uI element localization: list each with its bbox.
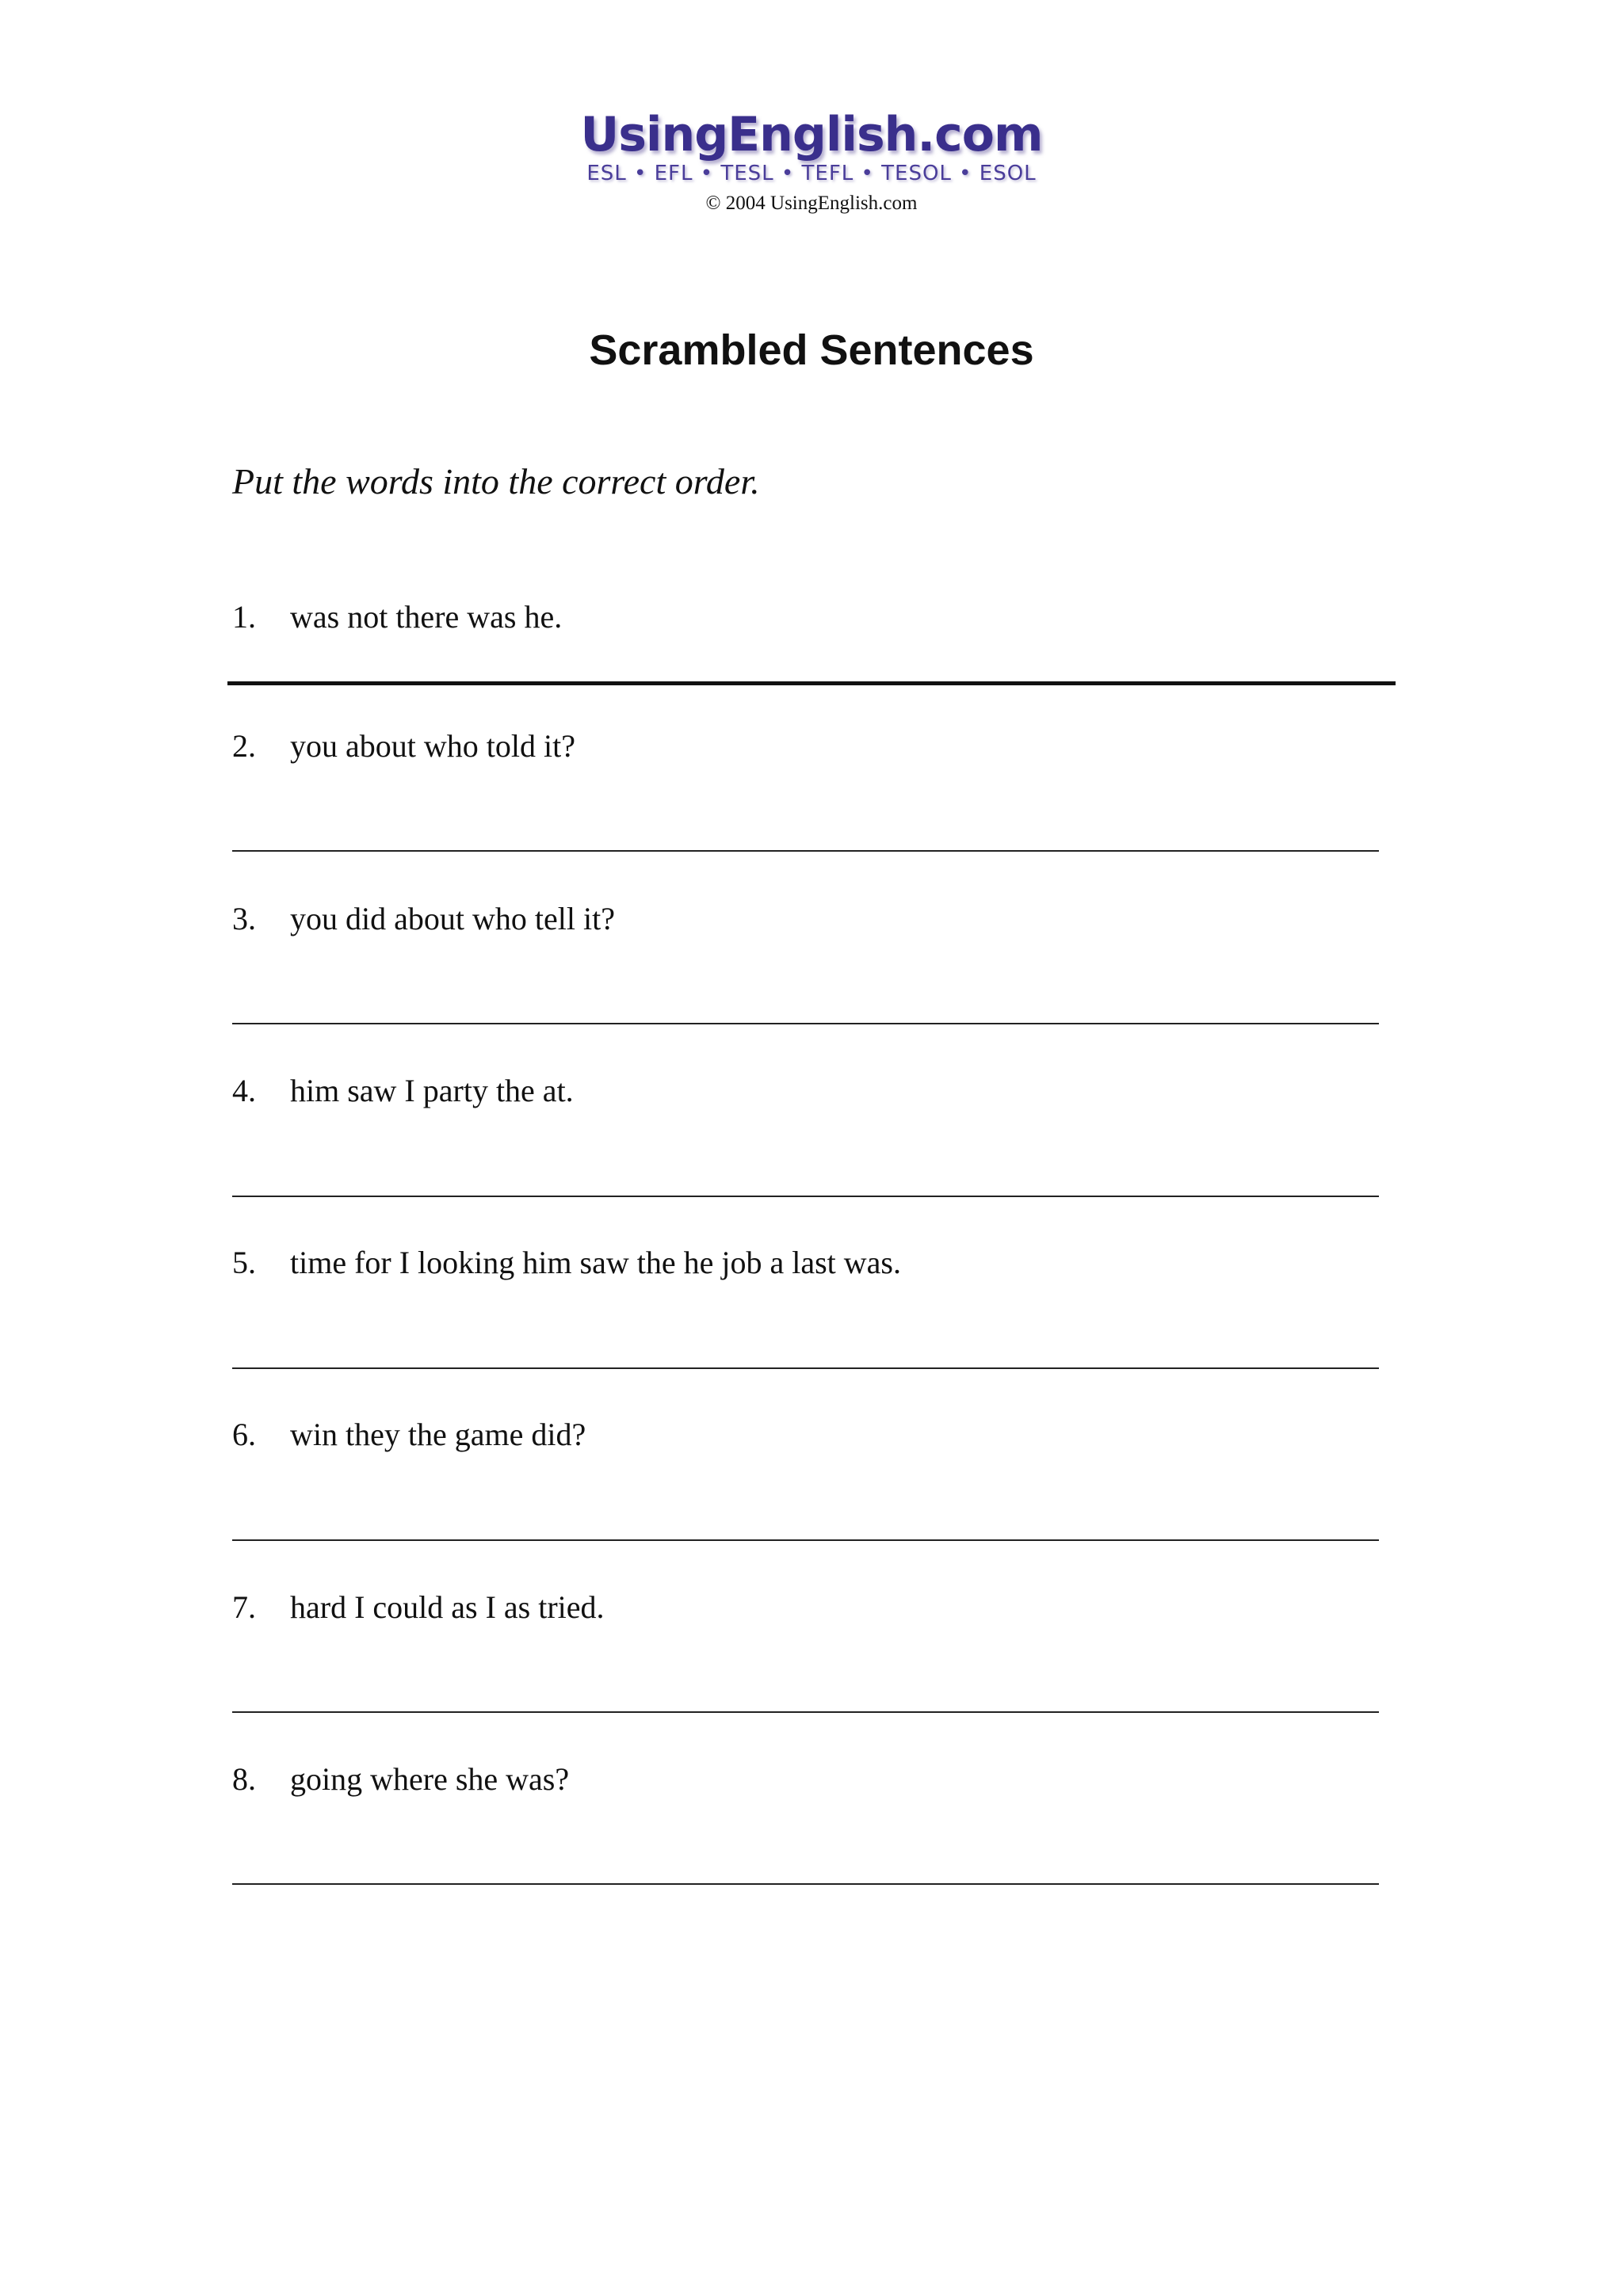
question-number: 8. <box>232 1761 256 1797</box>
instruction-text: Put the words into the correct order. <box>232 461 760 502</box>
answer-line[interactable] <box>232 1196 1379 1197</box>
question-text: you did about who tell it? <box>290 901 615 936</box>
question-number: 5. <box>232 1245 256 1280</box>
question-text: hard I could as I as tried. <box>290 1589 605 1625</box>
copyright-notice: © 2004 UsingEnglish.com <box>705 193 918 214</box>
answer-line[interactable] <box>232 1883 1379 1885</box>
question-text: win they the game did? <box>290 1417 586 1452</box>
question-number: 7. <box>232 1589 256 1625</box>
answer-line[interactable] <box>232 850 1379 852</box>
question-number: 1. <box>232 599 256 635</box>
question-text: him saw I party the at. <box>290 1073 574 1108</box>
question-number: 2. <box>232 728 256 764</box>
question-number: 3. <box>232 901 256 936</box>
question-number: 6. <box>232 1417 256 1452</box>
question-number: 4. <box>232 1073 256 1108</box>
answer-line[interactable] <box>232 1367 1379 1369</box>
answer-line[interactable] <box>232 1539 1379 1541</box>
logo-wordmark: UsingEnglish.com <box>580 107 1043 162</box>
question-text: was not there was he. <box>290 599 563 635</box>
answer-line[interactable] <box>232 1711 1379 1713</box>
question-text: going where she was? <box>290 1761 570 1797</box>
answer-line[interactable] <box>232 1023 1379 1024</box>
logo-tagline: ESL • EFL • TESL • TEFL • TESOL • ESOL <box>586 162 1037 185</box>
question-text: you about who told it? <box>290 728 575 764</box>
page-title: Scrambled Sentences <box>589 326 1034 374</box>
answer-line[interactable] <box>227 681 1396 685</box>
site-logo <box>0 107 1623 214</box>
question-text: time for I looking him saw the he job a last was. <box>290 1245 901 1280</box>
